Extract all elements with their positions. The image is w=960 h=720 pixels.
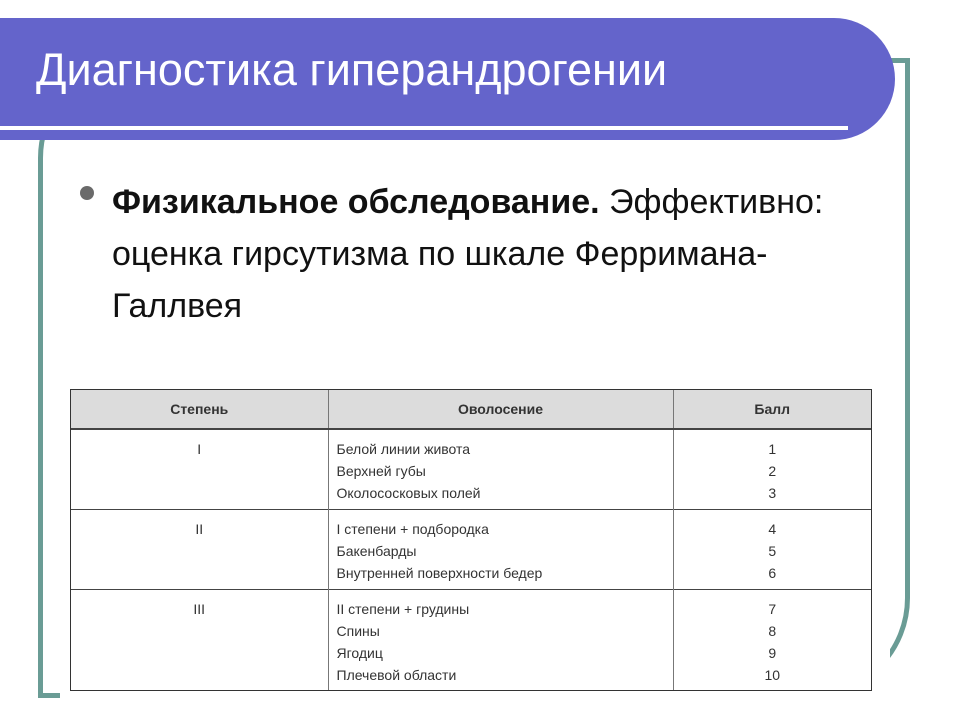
area-item: Внутренней поверхности бедер <box>336 564 543 581</box>
degree-cell: I <box>71 429 328 509</box>
area-item: I степени + подбородка <box>336 520 489 537</box>
score-item: 6 <box>768 564 777 581</box>
bullet-bold-text: Физикальное обследование. <box>112 183 600 221</box>
degree-cell: III <box>71 589 328 690</box>
scores-cell <box>673 509 871 589</box>
area-item: Белой линии живота <box>336 441 471 457</box>
areas-cell <box>328 429 673 509</box>
score-item: 2 <box>768 463 777 479</box>
table-header-row <box>71 390 871 429</box>
area-item: Ягодиц <box>336 644 383 661</box>
table-row <box>71 509 871 589</box>
header-hair-growth: Оволосение <box>328 390 673 429</box>
score-item: 1 <box>768 441 777 457</box>
bullet-dot-icon <box>80 186 94 200</box>
area-item: Верхней губы <box>336 463 426 479</box>
slide-title: Диагностика гиперандрогении <box>36 44 668 95</box>
title-underline <box>0 126 848 130</box>
areas-cell <box>328 589 673 690</box>
score-item: 10 <box>764 666 781 683</box>
bullet-body-text: Эффективно: оценка гирсутизма по шкале Ферримана-Галлвея <box>112 183 824 325</box>
score-item: 5 <box>768 542 777 559</box>
area-item: II степени + грудины <box>336 600 470 617</box>
areas-cell <box>328 509 673 589</box>
area-item: Плечевой области <box>336 666 457 683</box>
header-score: Балл <box>673 390 871 429</box>
area-item: Спины <box>336 622 380 639</box>
score-item: 9 <box>768 644 777 661</box>
area-item: Околососковых полей <box>336 485 481 501</box>
score-item: 3 <box>768 485 777 501</box>
score-item: 4 <box>768 520 777 537</box>
score-item: 8 <box>768 622 777 639</box>
score-item: 7 <box>768 600 777 617</box>
table-row <box>71 589 871 690</box>
table-row <box>71 429 871 509</box>
bullet-text <box>112 176 872 332</box>
scores-cell <box>673 589 871 690</box>
area-item: Бакенбарды <box>336 542 417 559</box>
degree-cell: II <box>71 509 328 589</box>
header-degree: Степень <box>71 390 328 429</box>
ferriman-gallwey-table <box>70 389 872 691</box>
scores-cell <box>673 429 871 509</box>
